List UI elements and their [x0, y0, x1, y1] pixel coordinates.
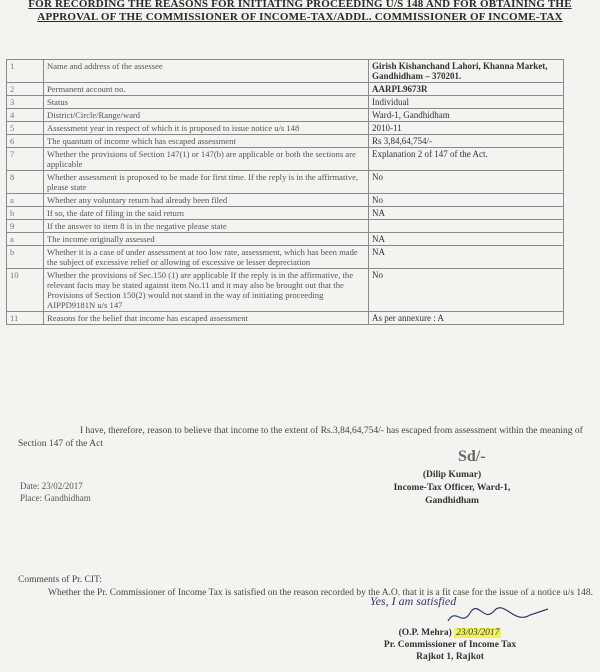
- row-description: The income originally assessed: [44, 233, 369, 246]
- row-value: No: [369, 171, 564, 194]
- signature-mark: Sd/-: [458, 448, 486, 465]
- row-value: As per annexure : A: [369, 312, 564, 325]
- date-line: Date: 23/02/2017: [20, 481, 83, 491]
- row-value: Girish Kishanchand Lahori, Khanna Market, Gandhidham – 370201.: [369, 60, 564, 83]
- table-row: [7, 83, 564, 96]
- row-description: District/Circle/Range/ward: [44, 109, 369, 122]
- row-value: NA: [369, 233, 564, 246]
- officer-place: Gandhidham: [425, 496, 479, 506]
- table-row: [7, 135, 564, 148]
- commissioner-name: (O.P. Mehra): [398, 628, 452, 638]
- row-number: 5: [7, 122, 44, 135]
- row-value: Explanation 2 of 147 of the Act.: [369, 148, 564, 171]
- row-value: No: [369, 194, 564, 207]
- row-value: Rs 3,84,64,754/-: [369, 135, 564, 148]
- row-description: Whether it is a case of under assessment at too low rate, assessment, which has been made the subject of excessive relief or allowing of excessive or lesser depreciation: [44, 246, 369, 269]
- table-row: [7, 233, 564, 246]
- comments-text: Whether the Pr. Commissioner of Income Tax is satisfied on the reason recorded by the A.O. that it is a fit case for the issue of a notice u/s 148.: [48, 588, 594, 598]
- table-row: [7, 194, 564, 207]
- commissioner-signature-block: [340, 627, 560, 663]
- row-description: Reasons for the belief that income has escaped assessment: [44, 312, 369, 325]
- row-description: If so, the date of filing in the said return: [44, 207, 369, 220]
- row-number: 8: [7, 171, 44, 194]
- table-row: [7, 269, 564, 312]
- row-value: 2010-11: [369, 122, 564, 135]
- row-number: 7: [7, 148, 44, 171]
- row-number: 11: [7, 312, 44, 325]
- table-row: [7, 312, 564, 325]
- table-row: [7, 220, 564, 233]
- date-place-block: [20, 480, 91, 504]
- row-description: Name and address of the assessee: [44, 60, 369, 83]
- row-number: b: [7, 207, 44, 220]
- officer-designation: Income-Tax Officer, Ward-1,: [393, 483, 511, 493]
- row-value: [369, 220, 564, 233]
- row-number: 4: [7, 109, 44, 122]
- highlighted-date: 23/03/2017: [456, 628, 500, 638]
- row-number: 10: [7, 269, 44, 312]
- row-number: 1: [7, 60, 44, 83]
- table-row: [7, 246, 564, 269]
- officer-signature-block: [362, 448, 542, 508]
- row-number: 3: [7, 96, 44, 109]
- document-title: FOR RECORDING THE REASONS FOR INITIATING PROCEEDING U/S 148 AND FOR OBTAINING THE APPROVAL OF THE COMMISSIONER OF INCOME-TAX/ADDL. COMMISSIONER OF INCOME-TAX: [28, 0, 572, 23]
- row-value: NA: [369, 246, 564, 269]
- row-description: Whether the provisions of Section 147(1) or 147(b) are applicable or both the sections are applicable: [44, 148, 369, 171]
- row-description: Status: [44, 96, 369, 109]
- row-description: The quantum of income which has escaped assessment: [44, 135, 369, 148]
- place-line: Place: Gandhidham: [20, 493, 91, 503]
- comments-label: Comments of Pr. CIT:: [18, 575, 102, 585]
- table-row: [7, 96, 564, 109]
- table-row: [7, 207, 564, 220]
- table-row: [7, 148, 564, 171]
- table-row: [7, 60, 564, 83]
- row-value: Individual: [369, 96, 564, 109]
- commissioner-place: Rajkot 1, Rajkot: [416, 652, 484, 662]
- comments-section: [18, 574, 598, 600]
- belief-paragraph: I have, therefore, reason to believe that income to the extent of Rs.3,84,64,754/- has escaped from assessment within the meaning of Section 147 of the Act: [18, 426, 583, 449]
- commissioner-designation: Pr. Commissioner of Income Tax: [383, 640, 517, 650]
- officer-name: (Dilip Kumar): [422, 470, 482, 480]
- table-row: [7, 171, 564, 194]
- reasons-table: [6, 59, 564, 325]
- row-number: 2: [7, 83, 44, 96]
- handwritten-approval: Yes, I am satisfied: [370, 594, 457, 608]
- row-description: Permanent account no.: [44, 83, 369, 96]
- row-description: If the answer to item 8 is in the negative please state: [44, 220, 369, 233]
- row-number: a: [7, 194, 44, 207]
- row-value: Ward-1, Gandhidham: [369, 109, 564, 122]
- row-number: a: [7, 233, 44, 246]
- row-value: AARPL9673R: [369, 83, 564, 96]
- row-value: NA: [369, 207, 564, 220]
- row-description: Whether the provisions of Sec.150 (1) are applicable If the reply is in the affirmative, the relevant facts may be stated against item No.11 and it may also be brought out that the Provisions of Section 150(2) would not stand in the way of initiating proceeding AIPPD9181N u/s 147: [44, 269, 369, 312]
- row-description: Whether assessment is proposed to be made for first time. If the reply is in the affirmative, please state: [44, 171, 369, 194]
- row-description: Whether any voluntary return had already been filed: [44, 194, 369, 207]
- handwritten-signature-icon: [444, 603, 554, 629]
- row-value: No: [369, 269, 564, 312]
- row-number: b: [7, 246, 44, 269]
- table-row: [7, 109, 564, 122]
- table-row: [7, 122, 564, 135]
- row-number: 6: [7, 135, 44, 148]
- row-description: Assessment year in respect of which it is proposed to issue notice u/s 148: [44, 122, 369, 135]
- row-number: 9: [7, 220, 44, 233]
